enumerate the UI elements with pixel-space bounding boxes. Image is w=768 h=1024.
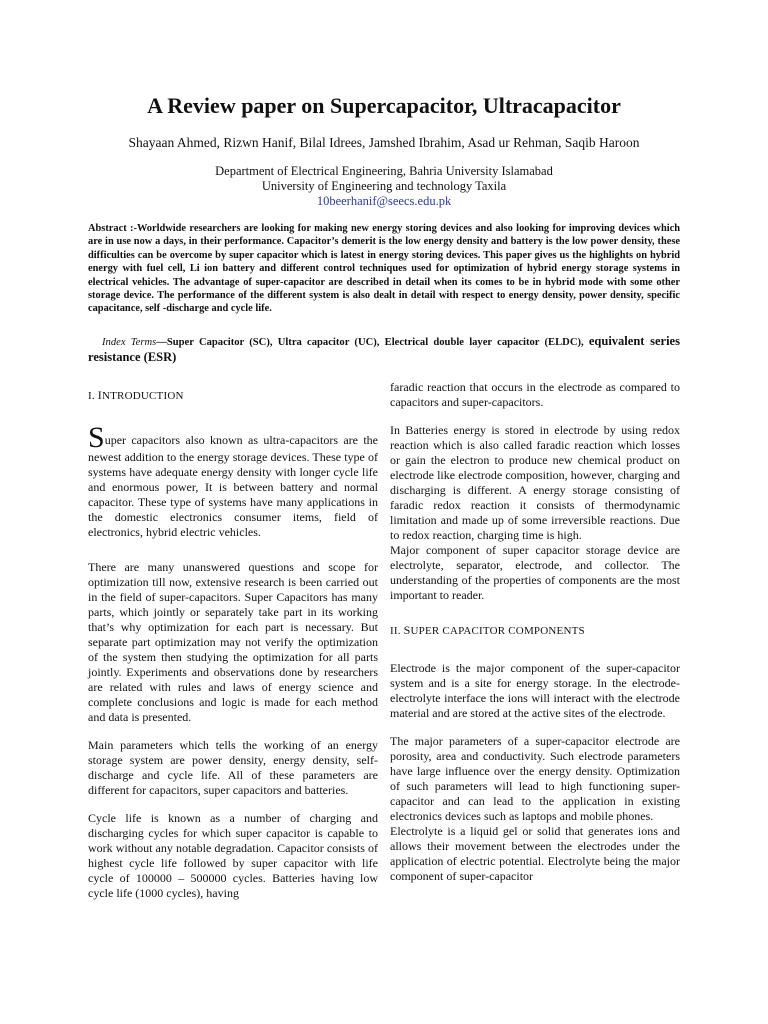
intro-paragraph-1-text: uper capacitors also known as ultra-capacitors are the newest addition to the energy storage devices. These type of systems have adequate energy density with longer cycle life and enormous power, It is between battery and normal capacitor. These type of systems have many applications in the domestic electronics consumer items, field of electronics, hybrid electric vehicles. xyxy=(88,433,378,539)
components-paragraph-2: The major parameters of a super-capacitor electrode are porosity, area and conductivity. Such electrode parameters have large influence over the energy density. Optimization of such parameters will lead to high functioning super-capacitor and can lead to the application in existing electronics devices such as laptops and mobile phones. xyxy=(390,734,680,823)
intro-paragraph-7: Major component of super capacitor storage device are electrolyte, separator, electrode, and collector. The understanding of the properties of components are the most important to reader. xyxy=(390,543,680,602)
drop-cap: S xyxy=(88,421,105,454)
section-heading-rest: NTRODUCTION xyxy=(101,390,184,402)
paper-title: A Review paper on Supercapacitor, Ultracapacitor xyxy=(147,93,621,118)
intro-paragraph-6: In Batteries energy is stored in electrode by using redox reaction which is also called faradic reaction which losses or gain the electron to produce new chemical product on electrode like electrode composition, however, charging and discharging is different. A energy storage consisting of faradic redox reaction it consists of thermodynamic limitation and made up of some irreversible reactions. Due to redox reaction, charging time is high. xyxy=(390,423,680,542)
intro-paragraph-1 xyxy=(88,421,378,540)
left-column xyxy=(88,380,378,901)
author-email-link[interactable]: 10beerhanif@seecs.edu.pk xyxy=(316,194,452,208)
author-list: Shayaan Ahmed, Rizwn Hanif, Bilal Idrees, Jamshed Ibrahim, Asad ur Rehman, Saqib Haroon xyxy=(128,135,640,150)
section-heading-initial: S xyxy=(403,623,411,637)
intro-paragraph-5: faradic reaction that occurs in the electrode as compared to capacitors and super-capacitors. xyxy=(390,380,680,409)
affiliation-line-1: Department of Electrical Engineering, Bahria University Islamabad xyxy=(215,164,553,178)
intro-paragraph-2: There are many unanswered questions and scope for optimization till now, extensive research is been carried out in the field of super-capacitors. Super Capacitors has many parts, which jointly or separately take part in its working that’s why optimization for each part is necessary. But separate part optimization may not verify the optimization of the system then studying the optimization for all parts jointly. Experiments and observations done by researchers are related with rules and laws of energy science and complete conclusions and logic is made for each method and data is presented. xyxy=(88,560,378,724)
intro-paragraph-4: Cycle life is known as a number of charging and discharging cycles for which super capacitor is capable to work without any notable degradation. Capacitor consists of highest cycle life followed by super capacitor with life cycle of 100000 – 500000 cycles. Batteries having low cycle life (1000 cycles), having xyxy=(88,811,378,900)
section-heading-initial: I xyxy=(97,388,102,402)
affiliation-line-2: University of Engineering and technology Taxila xyxy=(261,179,507,193)
section-heading-components xyxy=(390,623,680,639)
components-paragraph-1: Electrode is the major component of the super-capacitor system and is a site for energy storage. In the electrode-electrolyte interface the ions will interact with the electrode material and are stored at the active sites of the electrode. xyxy=(390,661,680,720)
section-heading-rest: UPER CAPACITOR COMPONENTS xyxy=(410,625,585,637)
components-paragraph-3: Electrolyte is a liquid gel or solid that generates ions and allows their movement between the electrodes under the application of electric potential. Electrolyte being the major component of super-capacitor xyxy=(390,824,680,883)
right-column xyxy=(390,380,680,884)
section-numeral: II. xyxy=(390,625,401,637)
section-heading-introduction xyxy=(88,388,378,404)
index-terms xyxy=(88,334,680,366)
intro-paragraph-3: Main parameters which tells the working of an energy storage system are power density, energy density, self-discharge and cycle life. All of these parameters are different for capacitors, super capacitors and batteries. xyxy=(88,738,378,797)
index-terms-tail: equivalent series resistance (ESR) xyxy=(88,334,680,364)
section-numeral: I. xyxy=(88,390,95,402)
index-terms-text: —Super Capacitor (SC), Ultra capacitor (UC), Electrical double layer capacitor (ELDC), xyxy=(156,337,589,348)
abstract: Abstract :-Worldwide researchers are looking for making new energy storing devices and also looking for improving devices which are in use now a days, in their performance. Capacitor’s demerit is the low energy density and battery is the low power density, these difficulties can be overcome by super capacitor which is latest in energy storing devices. This paper gives us the highlights on hybrid energy with fuel cell, Li ion battery and different control techniques used for optimization of hybrid energy storage systems in electrical vehicles. The advantage of super-capacitor are described in detail when its comes to be in hybrid mode with some other storage device. The performance of the different system is also dealt in detail with respect to energy density, power density, specific capacitance, self -discharge and cycle life. xyxy=(88,223,680,315)
index-terms-label: Index Terms xyxy=(102,337,157,348)
affiliation-block xyxy=(0,164,768,209)
